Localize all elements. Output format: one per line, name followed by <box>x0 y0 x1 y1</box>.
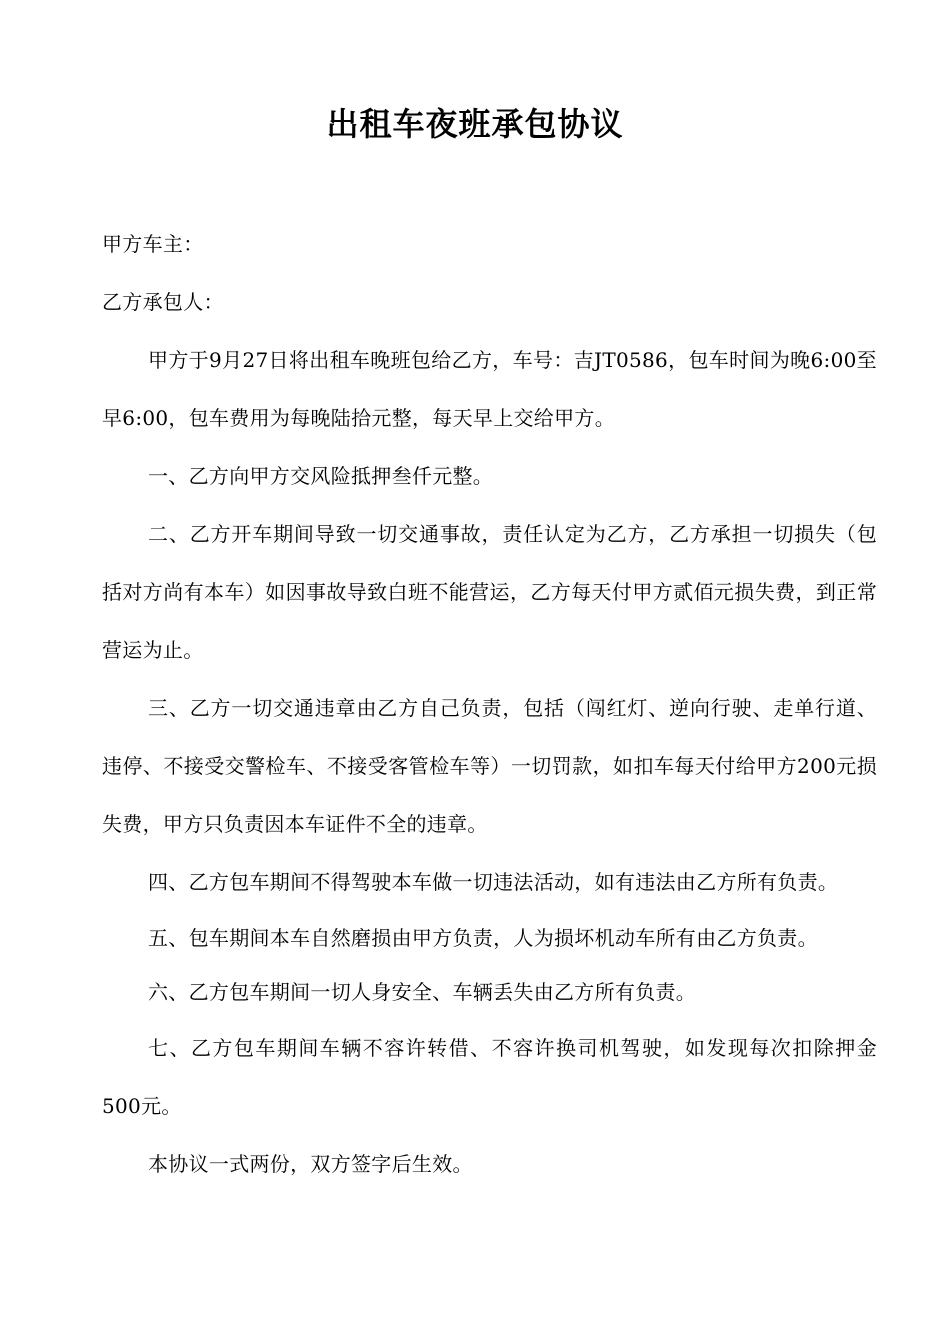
intro-paragraph: 甲方于9月27日将出租车晚班包给乙方，车号：吉JT0586，包车时间为晚6:00至早6:00，包车费用为每晚陆拾元整，每天早上交给甲方。 <box>102 348 877 430</box>
clause-6: 六、乙方包车期间一切人身安全、车辆丢失由乙方所有负责。 <box>148 980 697 1004</box>
closing-paragraph: 本协议一式两份，双方签字后生效。 <box>148 1152 473 1176</box>
party-a-line: 甲方车主： <box>102 232 204 256</box>
clause-2: 二、乙方开车期间导致一切交通事故，责任认定为乙方，乙方承担一切损失（包括对方尚有本车）如因事故导致白班不能营运，乙方每天付甲方贰佰元损失费，到正常营运为止。 <box>102 522 877 662</box>
clause-4: 四、乙方包车期间不得驾驶本车做一切违法活动，如有违法由乙方所有负责。 <box>148 870 839 894</box>
document-title: 出租车夜班承包协议 <box>326 105 624 143</box>
clause-3: 三、乙方一切交通违章由乙方自己负责，包括（闯红灯、逆向行驶、走单行道、违停、不接受交警检车、不接受客管检车等）一切罚款，如扣车每天付给甲方200元损失费，甲方只负责因本车证件不全的违章。 <box>102 696 877 836</box>
party-b-line: 乙方承包人： <box>102 290 224 314</box>
clause-1: 一、乙方向甲方交风险抵押叁仟元整。 <box>148 464 494 488</box>
clause-7: 七、乙方包车期间车辆不容许转借、不容许换司机驾驶，如发现每次扣除押金500元。 <box>102 1036 877 1118</box>
clause-5: 五、包车期间本车自然磨损由甲方负责，人为损坏机动车所有由乙方负责。 <box>148 926 818 950</box>
document-body <box>102 215 877 1193</box>
